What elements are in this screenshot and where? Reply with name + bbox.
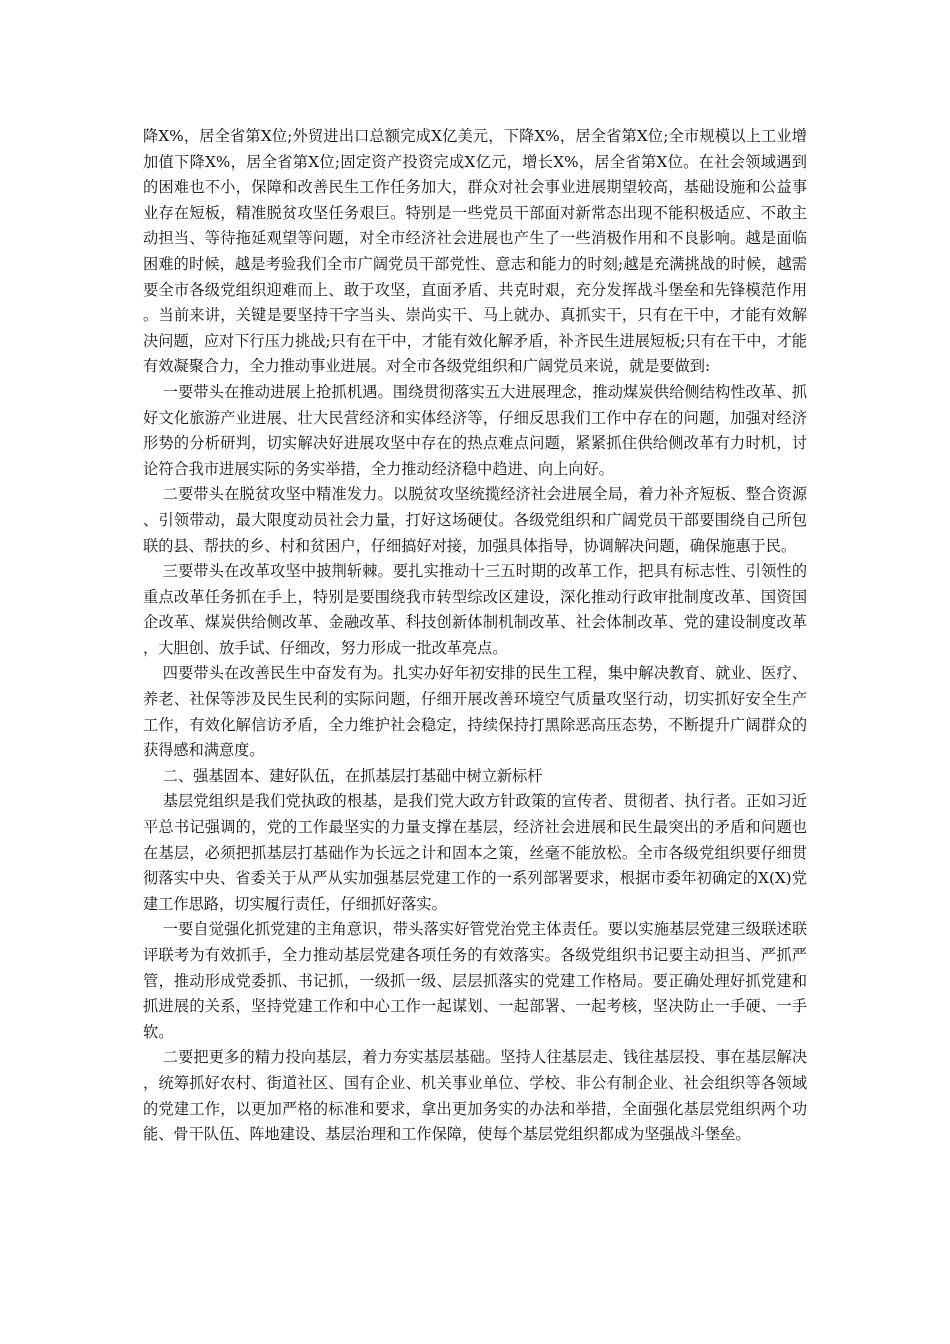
paragraph-8: 一要自觉强化抓党建的主角意识，带头落实好管党治党主体责任。要以实施基层党建三级联述联评联考为有效抓手，全力推动基层党建各项任务的有效落实。各级党组织书记要主动担当、严抓严管，推动形成党委抓、书记抓，一级抓一级、层层抓落实的党建工作格局。要正确处理好抓党建和抓进展的关系，坚持党建工作和中心工作一起谋划、一起部署、一起考核，坚决防止一手硬、一手软。 [143,920,807,1041]
document-page [143,124,807,1148]
paragraph-9: 二要把更多的精力投向基层，着力夯实基层基础。坚持人往基层走、钱往基层投、事在基层解决，统筹抓好农村、街道社区、国有企业、机关事业单位、学校、非公有制企业、社会组织等各领域的党建工作，以更加严格的标准和要求，拿出更加务实的办法和举措，全面强化基层党组织两个功能、骨干队伍、阵地建设、基层治理和工作保障，使每个基层党组织都成为坚强战斗堡垒。 [143,1048,807,1144]
paragraph-1: 降X%，居全省第X位;外贸进出口总额完成X亿美元，下降X%，居全省第X位;全市规模以上工业增加值下降X%，居全省第X位;固定资产投资完成X亿元，增长X%，居全省第X位。在社会领域遇到的困难也不小，保障和改善民生工作任务加大，群众对社会事业进展期望较高，基础设施和公益事业存在短板，精准脱贫攻坚任务艰巨。特别是一些党员干部面对新常态出现不能积极适应、不敢主动担当、等待拖延观望等问题，对全市经济社会进展也产生了一些消极作用和不良影响。越是面临困难的时候，越是考验我们全市广阔党员干部党性、意志和能力的时刻;越是充满挑战的时候，越需要全市各级党组织迎难而上、敢于攻坚，直面矛盾、共克时艰，充分发挥战斗堡垒和先锋模范作用。当前来讲，关键是要坚持干字当头、崇尚实干、马上就办、真抓实干，只有在干中，才能有效解决问题，应对下行压力挑战;只有在干中，才能有效化解矛盾，补齐民生进展短板;只有在干中，才能有效凝聚合力，全力推动事业进展。对全市各级党组织和广阔党员来说，就是要做到: [143,127,807,376]
section-heading: 二、强基固本、建好队伍，在抓基层打基础中树立新标杆 [162,766,543,785]
paragraph-5: 四要带头在改善民生中奋发有为。扎实办好年初安排的民生工程，集中解决教育、就业、医疗、养老、社保等涉及民生民利的实际问题，仔细开展改善环境空气质量攻坚行动，切实抓好安全生产工作，有效化解信访矛盾，全力维护社会稳定，持续保持打黑除恶高压态势，不断提升广阔群众的获得感和满意度。 [143,664,807,760]
paragraph-4: 三要带头在改革攻坚中披荆斩棘。要扎实推动十三五时期的改革工作，把具有标志性、引领性的重点改革任务抓在手上，特别是要围绕我市转型综改区建设，深化推动行政审批制度改革、国资国企改革、煤炭供给侧改革、金融改革、科技创新体制机制改革、社会体制改革、党的建设制度改革，大胆创、放手试、仔细改，努力形成一批改革亮点。 [143,562,807,657]
paragraph-3: 二要带头在脱贫攻坚中精准发力。以脱贫攻坚统揽经济社会进展全局，着力补齐短板、整合资源、引领带动，最大限度动员社会力量，打好这场硬仗。各级党组织和广阔党员干部要围绕自己所包联的县、帮扶的乡、村和贫困户，仔细搞好对接，加强具体指导，协调解决问题，确保施惠于民。 [143,485,807,555]
paragraph-7: 基层党组织是我们党执政的根基，是我们党大政方针政策的宣传者、贯彻者、执行者。正如习近平总书记强调的，党的工作最坚实的力量支撑在基层，经济社会进展和民生最突出的矛盾和问题也在基层，必须把抓基层打基础作为长远之计和固本之策，丝毫不能放松。全市各级党组织要仔细贯彻落实中央、省委关于从严从实加强基层党建工作的一系列部署要求，根据市委年初确定的X(X)党建工作思路，切实履行责任，仔细抓好落实。 [143,792,807,913]
paragraph-2: 一要带头在推动进展上抢抓机遇。围绕贯彻落实五大进展理念，推动煤炭供给侧结构性改革、抓好文化旅游产业进展、壮大民营经济和实体经济等，仔细反思我们工作中存在的问题，加强对经济形势的分析研判，切实解决好进展攻坚中存在的热点难点问题，紧紧抓住供给侧改革有力时机，讨论符合我市进展实际的务实举措，全力推动经济稳中趋进、向上向好。 [143,382,807,478]
